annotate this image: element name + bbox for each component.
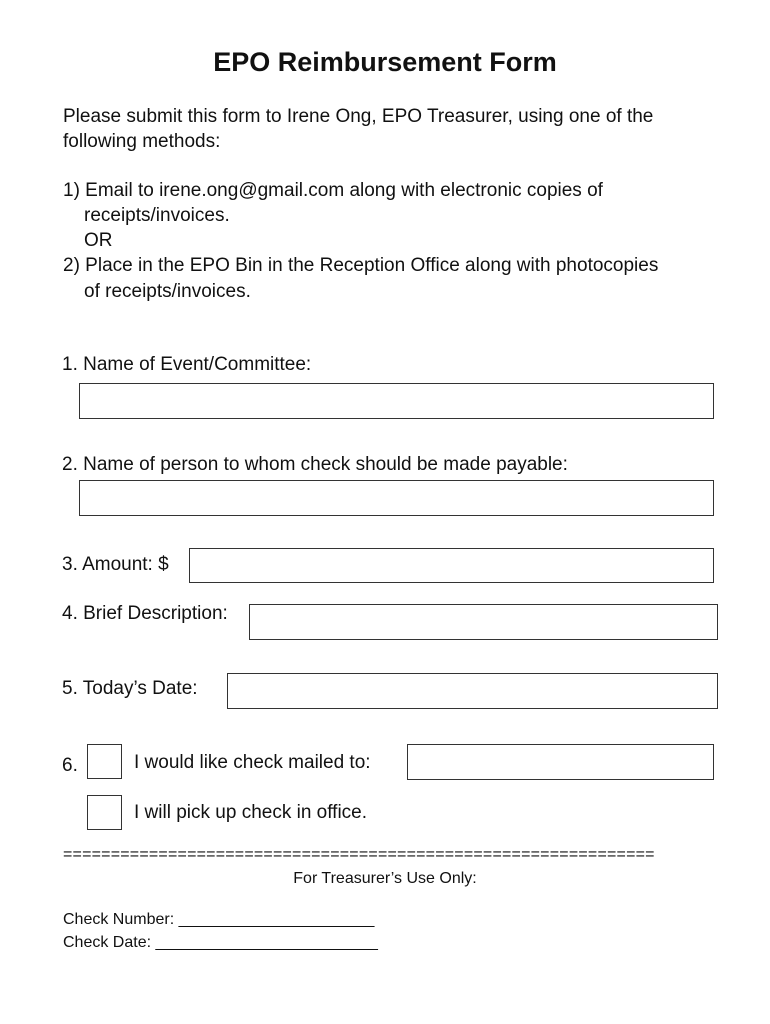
pickup-label: I will pick up check in office.	[134, 802, 368, 823]
or-separator: OR	[84, 230, 113, 251]
method-2-line-2: of receipts/invoices.	[84, 281, 251, 302]
description-label: 4. Brief Description:	[62, 603, 228, 624]
intro-line-2: following methods:	[63, 131, 221, 152]
treasurer-heading: For Treasurer’s Use Only:	[293, 870, 477, 887]
event-label: 1. Name of Event/Committee:	[62, 354, 312, 375]
section-divider: ==============================================================	[63, 846, 655, 863]
amount-input[interactable]	[189, 548, 714, 583]
amount-label: 3. Amount: $	[62, 554, 169, 575]
mail-check-label: I would like check mailed to:	[134, 752, 371, 773]
mail-check-checkbox[interactable]	[87, 744, 122, 779]
mail-address-input[interactable]	[407, 744, 714, 780]
intro-line-1: Please submit this form to Irene Ong, EPO Treasurer, using one of the	[63, 106, 654, 127]
check-date-line: Check Date: _________________________	[63, 934, 378, 951]
pickup-checkbox[interactable]	[87, 795, 122, 830]
payee-label: 2. Name of person to whom check should be made payable:	[62, 454, 568, 475]
method-2-line-1: 2) Place in the EPO Bin in the Reception Office along with photocopies	[63, 255, 659, 276]
payee-name-input[interactable]	[79, 480, 714, 516]
option-6-number: 6.	[62, 755, 78, 776]
method-1-line-2: receipts/invoices.	[84, 205, 230, 226]
date-input[interactable]	[227, 673, 718, 709]
date-label: 5. Today’s Date:	[62, 678, 198, 699]
description-input[interactable]	[249, 604, 718, 640]
page-title: EPO Reimbursement Form	[213, 47, 557, 77]
check-number-line: Check Number: ______________________	[63, 911, 375, 928]
event-name-input[interactable]	[79, 383, 714, 419]
method-1-line-1: 1) Email to irene.ong@gmail.com along with electronic copies of	[63, 180, 603, 201]
